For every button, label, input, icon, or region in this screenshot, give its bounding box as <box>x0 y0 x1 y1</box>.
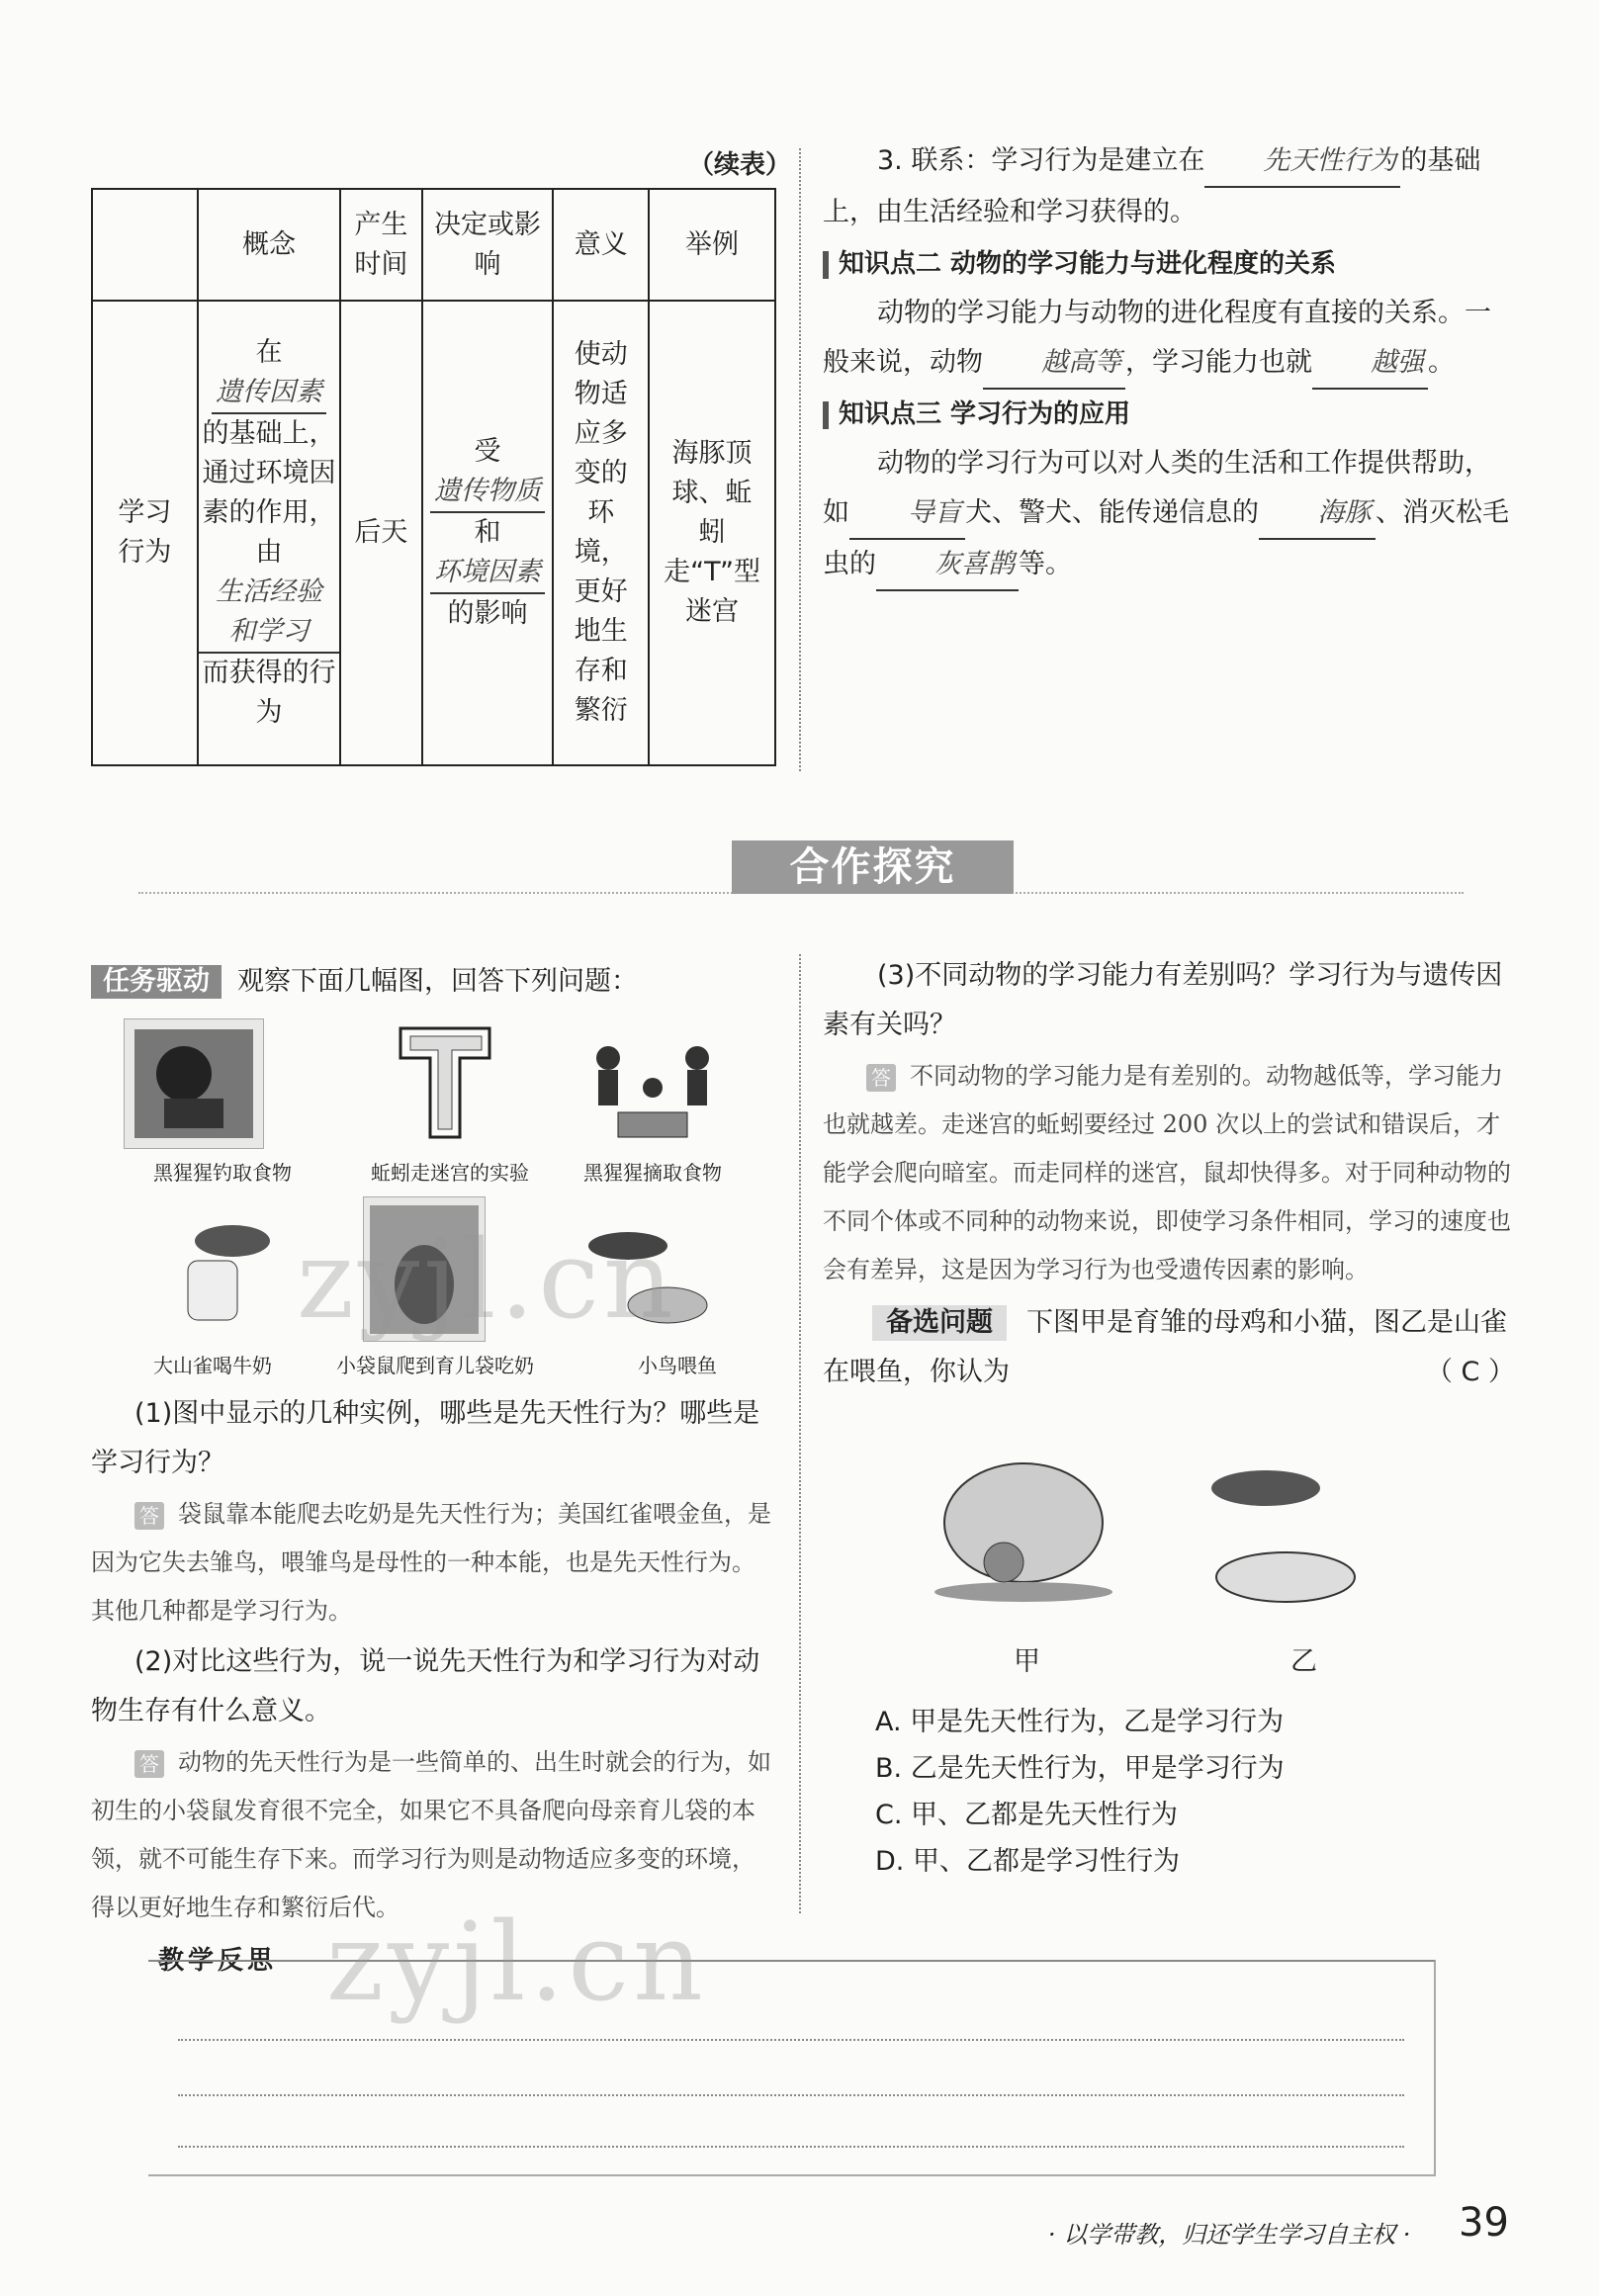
blank-answer: 海豚 <box>1259 488 1376 540</box>
writing-line <box>178 2146 1404 2148</box>
reflection-label: 教学反思 <box>158 1946 278 1976</box>
table-cell-example: 海豚顶球、蚯蚓走“T”型迷宫 <box>649 301 775 765</box>
blank-answer: 导盲 <box>849 488 965 540</box>
answer-mark: 答 <box>866 1064 896 1092</box>
table-corner-cell <box>92 189 198 301</box>
option-d: D. 甲、乙都是学习性行为 <box>875 1846 1180 1877</box>
task-badge: 任务驱动 <box>91 965 222 999</box>
caption-6: 小鸟喂鱼 <box>638 1354 717 1377</box>
option-a: A. 甲是先天性行为，乙是学习行为 <box>875 1707 1285 1737</box>
table-header-decide: 决定或影响 <box>422 189 554 301</box>
footer-slogan: · 以学带教，归还学生学习自主权 · <box>1048 2221 1411 2249</box>
fig-label-jia: 甲 <box>1014 1646 1040 1677</box>
image-tit-milk <box>163 1201 302 1325</box>
answer-1: 答 袋鼠靠本能爬去吃奶是先天性行为；美国红雀喂金鱼，是因为它失去雏鸟，喂雏鸟是母性的一种本能，也是先天性行为。其他几种都是学习行为。 <box>91 1500 771 1625</box>
page-number: 39 <box>1459 2200 1509 2246</box>
table-header-meaning: 意义 <box>553 189 649 301</box>
answer-bracket: （ C ） <box>1425 1357 1515 1387</box>
backup-question: 备选问题 下图甲是育雏的母鸡和小猫，图乙是山雀在喂鱼，你认为 （ C ） <box>823 1298 1515 1397</box>
fig-label-yi: 乙 <box>1290 1646 1317 1677</box>
writing-line <box>178 2094 1404 2096</box>
watermark: zyjl.cn <box>297 1216 677 1343</box>
table-cell-time: 后天 <box>340 301 421 765</box>
image-baby-kangaroo <box>363 1196 486 1342</box>
table-cell-decide: 受遗传物质和环境因素的影响 <box>422 301 554 765</box>
option-c: C. 甲、乙都是先天性行为 <box>875 1800 1179 1830</box>
right-bottom-block <box>823 951 1515 1397</box>
answer-mark: 答 <box>134 1750 164 1778</box>
table-header-example: 举例 <box>649 189 775 301</box>
image-tit-feeding-fish <box>1187 1449 1365 1612</box>
knowledge-point-3-title: 知识点三 学习行为的应用 <box>823 390 1515 439</box>
table-header-concept: 概念 <box>198 189 340 301</box>
blank-answer: 生活经验和学习 <box>199 573 339 654</box>
knowledge-point-3-text: 动物的学习行为可以对人类的生活和工作提供帮助，如 导盲 犬、警犬、能传递信息的 海豚 、消灭松毛虫的 灰喜鹊 等。 <box>823 439 1515 591</box>
table-cell-meaning: 使动物适应多变的环境，更好地生存和繁衍 <box>553 301 649 765</box>
continued-label: （续表） <box>688 150 792 180</box>
image-earthworm-maze <box>391 1018 499 1147</box>
left-qa-block <box>91 1389 778 1932</box>
caption-4: 大山雀喝牛奶 <box>153 1354 272 1377</box>
caption-3: 黑猩猩摘取食物 <box>583 1161 722 1185</box>
question-3: (3)不同动物的学习能力有差别吗？学习行为与遗传因素有关吗？ <box>823 960 1503 1040</box>
image-chimps-stacking <box>578 1018 727 1147</box>
item-3-link: 3. 联系：学习行为是建立在 先天性行为 的基础上，由生活经验和学习获得的。 <box>823 136 1515 237</box>
watermark-2: zyjl.cn <box>326 1899 707 2025</box>
blank-answer: 越高等 <box>983 338 1125 390</box>
options-list <box>875 1699 1285 1885</box>
knowledge-point-2-text: 动物的学习能力与动物的进化程度有直接的关系。一般来说，动物 越高等 ，学习能力也就 越强 。 <box>823 289 1515 390</box>
section-title: 合作探究 <box>732 840 1014 894</box>
answer-mark: 答 <box>134 1502 164 1530</box>
reflection-box[interactable] <box>148 1960 1436 2176</box>
answer-2: 答 动物的先天性行为是一些简单的、出生时就会的行为，如初生的小袋鼠发育很不完全，如果它不具备爬向母亲育儿袋的本领，就不可能生存下来。而学习行为则是动物适应多变的环境，得以更好地生存和繁衍后代。 <box>91 1748 771 1921</box>
table-row-label: 学习行为 <box>92 301 198 765</box>
image-hen-and-cat <box>930 1444 1117 1607</box>
task-header: 任务驱动 观察下面几幅图，回答下列问题： <box>91 959 638 999</box>
backup-badge: 备选问题 <box>872 1305 1007 1341</box>
blank-answer: 遗传因素 <box>212 373 326 414</box>
answer-3: 答 不同动物的学习能力是有差别的。动物越低等，学习能力也就越差。走迷宫的蚯蚓要经过 200 次以上的尝试和错误后，才能学会爬向暗室。而走同样的迷宫，鼠却快得多。对于同种动物的不同个体或不同种的动物来说，即使学习条件相同，学习的速度也会有差异，这是因为学习行为也受遗传因素的影响。 <box>823 1062 1511 1283</box>
column-divider-bottom <box>799 954 801 1913</box>
concept-table <box>91 188 776 766</box>
caption-1: 黑猩猩钓取食物 <box>153 1161 292 1185</box>
column-divider <box>799 148 801 771</box>
caption-5: 小袋鼠爬到育儿袋吃奶 <box>336 1354 534 1377</box>
table-cell-concept: 在遗传因素的基础上，通过环境因素的作用，由生活经验和学习而获得的行为 <box>198 301 340 765</box>
writing-line <box>178 2039 1404 2041</box>
blank-answer: 越强 <box>1312 338 1428 390</box>
image-bird-feeding-fish <box>578 1216 717 1335</box>
caption-2: 蚯蚓走迷宫的实验 <box>371 1161 529 1185</box>
knowledge-point-2-title: 知识点二 动物的学习能力与进化程度的关系 <box>823 239 1515 289</box>
blank-answer: 环境因素 <box>430 553 545 594</box>
blank-answer: 灰喜鹊 <box>876 540 1019 591</box>
question-1: (1)图中显示的几种实例，哪些是先天性行为？哪些是学习行为？ <box>91 1398 760 1478</box>
right-top-block <box>823 136 1515 591</box>
image-chimp-fishing <box>124 1018 264 1149</box>
table-header-time: 产生时间 <box>340 189 421 301</box>
option-b: B. 乙是先天性行为，甲是学习行为 <box>875 1753 1285 1784</box>
blank-answer: 先天性行为 <box>1204 136 1400 188</box>
blank-answer: 遗传物质 <box>430 472 545 513</box>
question-2: (2)对比这些行为，说一说先天性行为和学习行为对动物生存有什么意义。 <box>91 1646 760 1726</box>
